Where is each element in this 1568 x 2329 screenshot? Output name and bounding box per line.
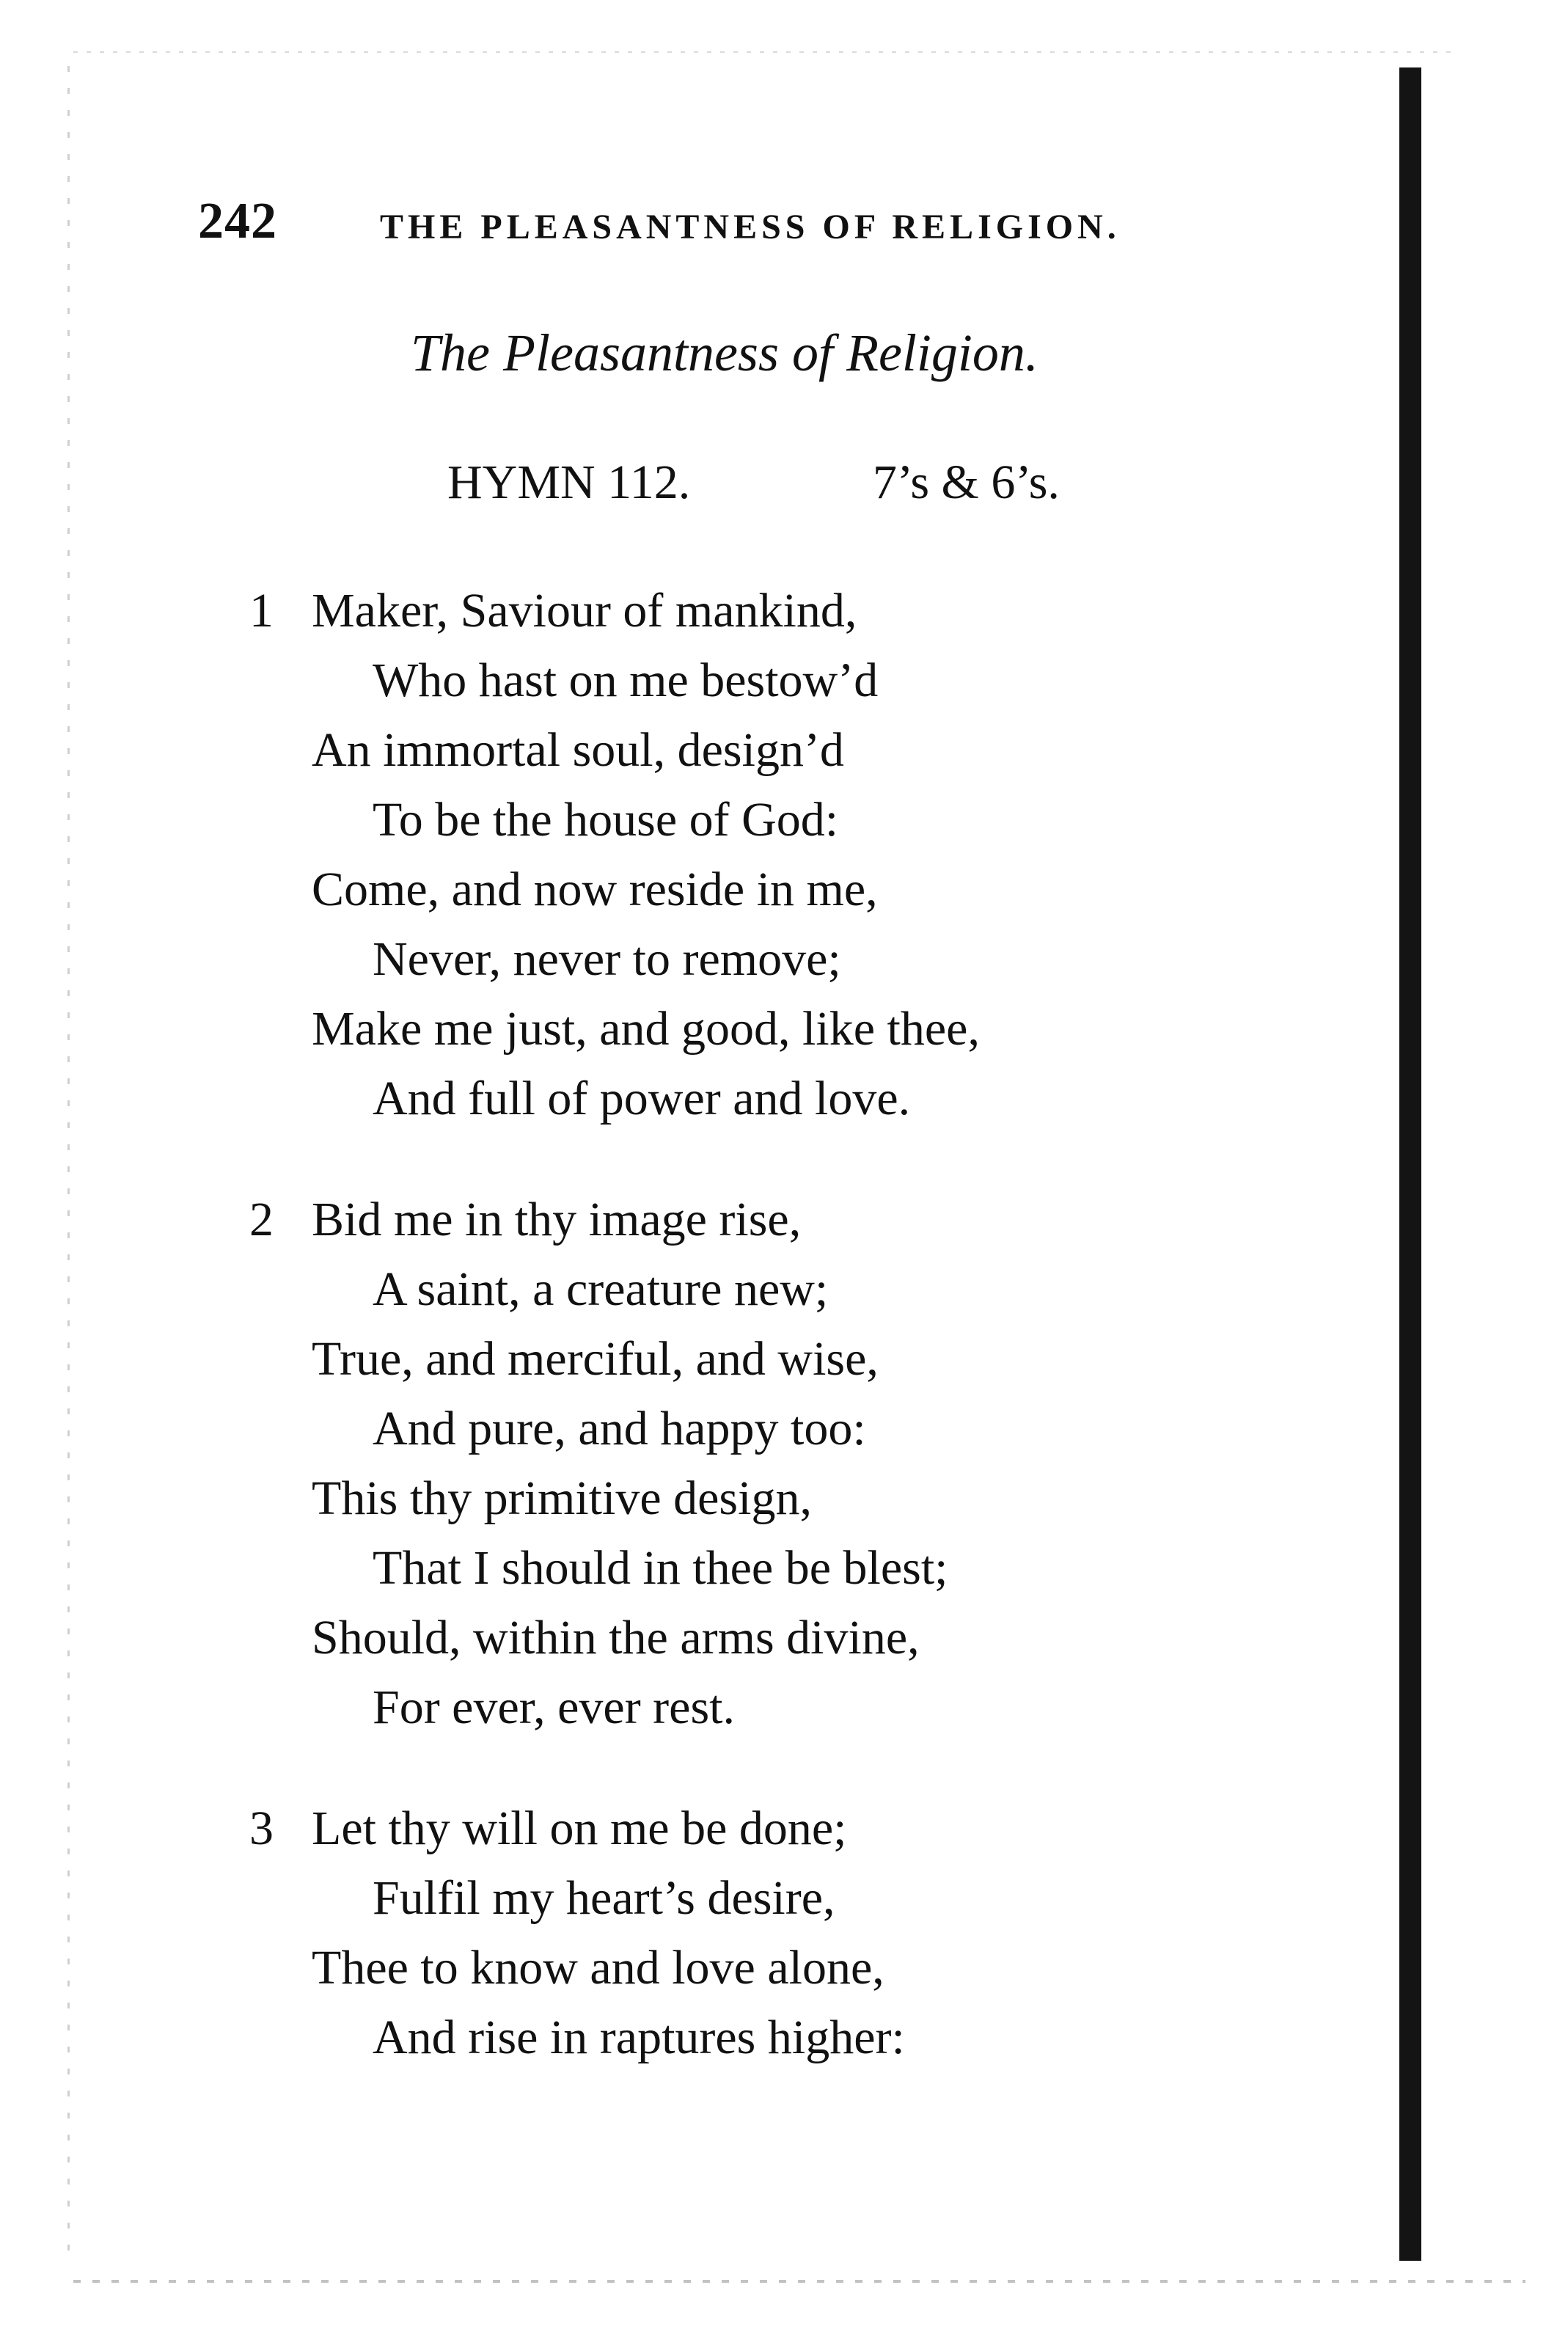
verse-line: Make me just, and good, like thee, [312,1002,980,1056]
verse-number: 3 [249,1802,274,1855]
verse-number: 2 [249,1193,274,1246]
verse-line: Never, never to remove; [373,932,841,986]
verse-line: And pure, and happy too: [373,1402,866,1455]
verse-line: Maker, Saviour of mankind, [312,584,857,637]
page-edge-top [73,51,1452,53]
verse-line: Fulfil my heart’s desire, [373,1871,835,1925]
verse-line: A saint, a creature new; [373,1262,829,1316]
hymn-heading [447,455,1181,521]
verse-line: An immortal soul, design’d [312,723,844,777]
verse-line: Come, and now reside in me, [312,863,878,916]
hymn-meter: 7’s & 6’s. [873,456,1060,509]
verse-line: This thy primitive design, [312,1471,812,1525]
hymn-number: HYMN 112. [447,456,691,509]
page-number: 242 [198,193,277,249]
verse-line: Bid me in thy image rise, [312,1193,802,1246]
verse-line: To be the house of God: [373,793,839,847]
running-title: THE PLEASANTNESS OF RELIGION. [380,208,1121,246]
verse-line: Thee to know and love alone, [312,1941,884,1995]
verse-line: True, and merciful, and wise, [312,1332,879,1386]
verse-number: 1 [249,584,274,637]
section-title: The Pleasantness of Religion. [411,323,1038,382]
page-edge-left [67,66,70,2267]
running-head [198,192,1261,251]
verse-line: For ever, ever rest. [373,1681,735,1734]
binding-shadow [1399,67,1421,2261]
verse-line: Let thy will on me be done; [312,1802,847,1855]
verse-line: And full of power and love. [373,1072,911,1125]
page-edge-bottom [73,2280,1525,2283]
verse-line: Who hast on me bestow’d [373,654,879,707]
verse-line: Should, within the arms divine, [312,1611,920,1664]
verse-line: That I should in thee be blest; [373,1541,948,1595]
verse-line: And rise in raptures higher: [373,2011,905,2064]
